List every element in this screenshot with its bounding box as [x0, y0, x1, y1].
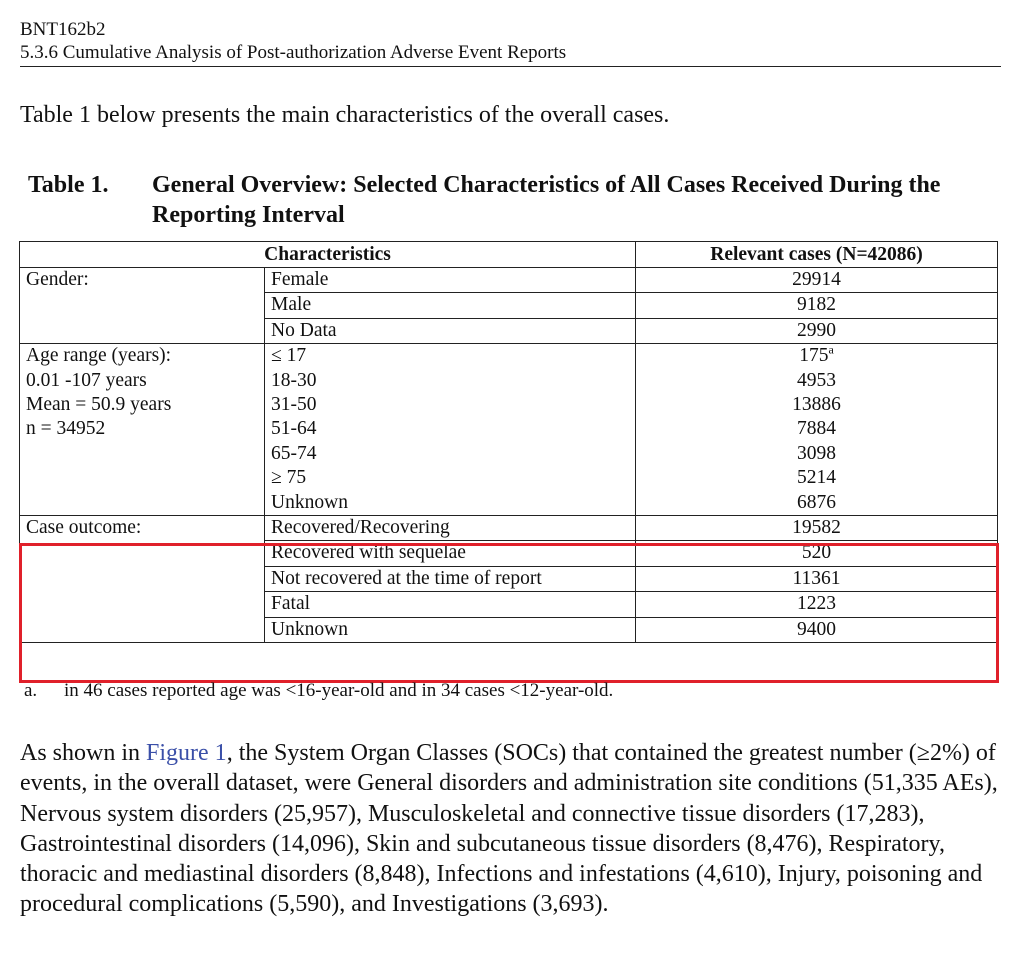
- row-label: Unknown: [265, 491, 636, 516]
- table-row: [20, 268, 998, 293]
- table-row: [20, 344, 998, 369]
- row-label: Recovered with sequelae: [265, 541, 636, 566]
- footnote-ref: a: [828, 342, 834, 357]
- row-value: 9400: [636, 617, 998, 642]
- body-paragraph: [20, 738, 1005, 920]
- row-value: 7884: [636, 417, 998, 441]
- row-label: Recovered/Recovering: [265, 516, 636, 541]
- table-footnote: [24, 680, 613, 702]
- row-label: 18-30: [265, 369, 636, 393]
- table-header-row: [20, 242, 998, 268]
- gender-label: Gender:: [20, 268, 265, 344]
- header-characteristics: Characteristics: [20, 242, 636, 268]
- row-value: [636, 344, 998, 369]
- footnote-text: in 46 cases reported age was <16-year-old and in 34 cases <12-year-old.: [64, 680, 614, 701]
- age-label: [20, 344, 265, 516]
- header-relevant-cases: Relevant cases (N=42086): [636, 242, 998, 268]
- row-value: 1223: [636, 592, 998, 617]
- row-label: 31-50: [265, 393, 636, 417]
- row-label: Unknown: [265, 617, 636, 642]
- row-value: 4953: [636, 369, 998, 393]
- row-value: 3098: [636, 442, 998, 466]
- intro-text: Table 1 below presents the main characteristics of the overall cases.: [20, 102, 670, 128]
- row-label: Not recovered at the time of report: [265, 566, 636, 591]
- outcome-label: Case outcome:: [20, 516, 265, 643]
- row-value: 19582: [636, 516, 998, 541]
- row-label: 51-64: [265, 417, 636, 441]
- row-value: 520: [636, 541, 998, 566]
- document-header: [20, 18, 1001, 67]
- row-value: 9182: [636, 293, 998, 318]
- row-label: 65-74: [265, 442, 636, 466]
- row-value: 6876: [636, 491, 998, 516]
- table-title: General Overview: Selected Characteristics of All Cases Received During the Reporting Interval: [152, 172, 941, 228]
- age-label-line: 0.01 -107 years: [26, 369, 147, 391]
- paragraph-text: As shown in: [20, 740, 147, 766]
- figure-link[interactable]: Figure 1: [146, 740, 227, 766]
- table-row: [20, 516, 998, 541]
- age-label-line: Mean = 50.9 years: [26, 394, 172, 416]
- row-value: 13886: [636, 393, 998, 417]
- overview-table: [19, 241, 998, 643]
- age-label-line: Age range (years):: [26, 345, 172, 367]
- row-value: 29914: [636, 268, 998, 293]
- row-label: ≤ 17: [265, 344, 636, 369]
- row-label: No Data: [265, 318, 636, 343]
- row-label: Fatal: [265, 592, 636, 617]
- row-label: ≥ 75: [265, 466, 636, 490]
- age-label-line: n = 34952: [26, 418, 106, 440]
- paragraph-text: , the System Organ Classes (SOCs) that contained the greatest number (≥2%) of events, in the overall dataset, were General disorders and administration site conditions (51,335 AEs), Nervous system disorders (25,957), Musculoskeletal and connective tissue disorders (17,283), Gastrointestinal disorders (14,096), Skin and subcutaneous tissue disorders (8,476), Respiratory, thoracic and mediastinal disorders (8,848), Infections and infestations (4,610), Injury, poisoning and procedural complications (5,590), and Investigations (3,693).: [20, 740, 998, 918]
- row-value: 11361: [636, 566, 998, 591]
- row-label: Male: [265, 293, 636, 318]
- footnote-marker: a.: [24, 680, 38, 701]
- row-value-number: 175: [799, 345, 829, 367]
- section-title: 5.3.6 Cumulative Analysis of Post-authorization Adverse Event Reports: [20, 42, 567, 63]
- row-value: 2990: [636, 318, 998, 343]
- row-value: 5214: [636, 466, 998, 490]
- row-label: Female: [265, 268, 636, 293]
- table-number: Table 1.: [28, 172, 109, 198]
- product-name: BNT162b2: [20, 19, 106, 40]
